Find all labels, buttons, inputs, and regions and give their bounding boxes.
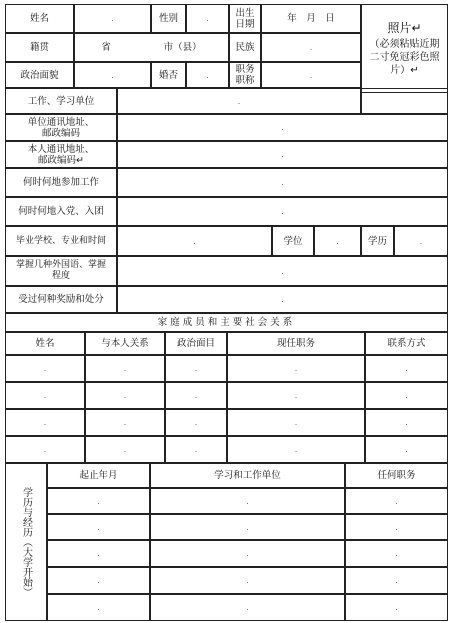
- family-cell[interactable]: .: [365, 409, 448, 436]
- family-section-heading: 家庭成员和主要社会关系: [5, 313, 448, 332]
- work-start-label: 何时何地参加工作: [5, 168, 117, 197]
- resume-cell[interactable]: .: [345, 540, 448, 567]
- position-field[interactable]: .: [261, 62, 361, 88]
- resume-side-text: 学历与经历（大学开始）: [20, 487, 32, 597]
- unit-address-label: [5, 114, 117, 141]
- political-label: 政治面貌: [5, 62, 74, 88]
- awards-field[interactable]: .: [117, 286, 448, 313]
- marital-label: 婚否: [151, 62, 186, 88]
- name-field[interactable]: .: [74, 4, 151, 33]
- resume-cell[interactable]: .: [345, 594, 448, 621]
- resume-cell[interactable]: .: [345, 567, 448, 594]
- name-label: 姓名: [5, 4, 74, 33]
- degree-label: 学位: [272, 226, 314, 256]
- resume-cell[interactable]: .: [150, 514, 345, 540]
- registration-form: [5, 4, 448, 621]
- family-cell[interactable]: .: [365, 436, 448, 463]
- family-col-political: 政治面目: [165, 332, 227, 355]
- ethnic-label: 民族: [229, 33, 261, 62]
- family-cell[interactable]: .: [5, 409, 85, 436]
- family-cell[interactable]: .: [365, 355, 448, 382]
- position-label-text: 职务 职称: [235, 64, 255, 86]
- resume-cell[interactable]: .: [345, 488, 448, 514]
- photo-box: [361, 4, 448, 93]
- origin-field[interactable]: [74, 33, 229, 62]
- origin-label: 籍贯: [5, 33, 74, 62]
- work-start-field[interactable]: .: [117, 168, 448, 197]
- home-address-label-text: 本人通讯地址、 邮政编码↵: [27, 143, 95, 166]
- ethnic-field[interactable]: .: [261, 33, 361, 62]
- family-cell[interactable]: .: [165, 409, 227, 436]
- family-cell[interactable]: .: [227, 355, 365, 382]
- resume-cell[interactable]: .: [150, 540, 345, 567]
- graduation-label: 毕业学校、专业和时间: [5, 226, 117, 256]
- education-field[interactable]: .: [394, 226, 448, 256]
- family-cell[interactable]: .: [5, 436, 85, 463]
- resume-cell[interactable]: .: [47, 594, 150, 621]
- party-join-field[interactable]: .: [117, 197, 448, 226]
- language-label-text: 掌握几种外国语、掌握 程度: [15, 260, 106, 281]
- family-cell[interactable]: .: [85, 436, 165, 463]
- education-label: 学历: [361, 226, 394, 256]
- political-field[interactable]: .: [74, 62, 151, 88]
- language-field[interactable]: .: [117, 256, 448, 286]
- family-cell[interactable]: .: [85, 355, 165, 382]
- family-col-name: 姓名: [5, 332, 85, 355]
- birth-date-field[interactable]: 年 月 日: [261, 4, 361, 33]
- unit-address-label-text: 单位通讯地址、 邮政编码: [27, 116, 95, 139]
- birth-date-label-text: 出生 日期: [235, 7, 255, 30]
- resume-cell[interactable]: .: [150, 594, 345, 621]
- resume-cell[interactable]: .: [345, 514, 448, 540]
- family-cell[interactable]: .: [5, 355, 85, 382]
- photo-title: 照片↵: [387, 20, 422, 35]
- home-address-field[interactable]: .: [117, 141, 448, 168]
- resume-cell[interactable]: .: [47, 567, 150, 594]
- awards-label: 受过何种奖励和处分: [5, 286, 117, 313]
- family-cell[interactable]: .: [165, 355, 227, 382]
- language-label: [5, 256, 117, 286]
- province-text: 省: [101, 42, 111, 53]
- gender-field[interactable]: .: [186, 4, 229, 33]
- home-address-label: [5, 141, 117, 168]
- family-col-position: 现任职务: [227, 332, 365, 355]
- family-cell[interactable]: .: [85, 409, 165, 436]
- family-col-contact: 联系方式: [365, 332, 448, 355]
- resume-col-period: 起止年月: [47, 463, 150, 488]
- resume-side-label: [5, 463, 47, 621]
- resume-cell[interactable]: .: [47, 488, 150, 514]
- birth-date-label: [229, 4, 261, 33]
- family-cell[interactable]: .: [85, 382, 165, 409]
- family-cell[interactable]: .: [227, 436, 365, 463]
- resume-col-position: 任何职务: [345, 463, 448, 488]
- party-join-label: 何时何地入党、入团: [5, 197, 117, 226]
- family-cell[interactable]: .: [227, 382, 365, 409]
- family-cell[interactable]: .: [365, 382, 448, 409]
- family-cell[interactable]: .: [165, 382, 227, 409]
- family-col-relation: 与本人关系: [85, 332, 165, 355]
- city-text: 市（县）: [163, 42, 202, 53]
- resume-cell[interactable]: .: [47, 540, 150, 567]
- resume-cell[interactable]: .: [150, 488, 345, 514]
- work-unit-field-ext[interactable]: [361, 88, 448, 114]
- photo-note: （必须粘贴近期二寸免冠彩色照片）↵: [369, 38, 440, 76]
- degree-field[interactable]: .: [314, 226, 361, 256]
- resume-cell[interactable]: .: [47, 514, 150, 540]
- unit-address-field[interactable]: .: [117, 114, 448, 141]
- family-cell[interactable]: .: [165, 436, 227, 463]
- resume-col-unit: 学习和工作单位: [150, 463, 345, 488]
- family-cell[interactable]: .: [227, 409, 365, 436]
- graduation-field[interactable]: .: [117, 226, 272, 256]
- gender-label: 性别: [151, 4, 186, 33]
- family-cell[interactable]: .: [5, 382, 85, 409]
- position-label: [229, 62, 261, 88]
- work-unit-field[interactable]: .: [117, 88, 361, 114]
- resume-cell[interactable]: .: [150, 567, 345, 594]
- marital-field[interactable]: .: [186, 62, 229, 88]
- work-unit-label: 工作、学习单位: [5, 88, 117, 114]
